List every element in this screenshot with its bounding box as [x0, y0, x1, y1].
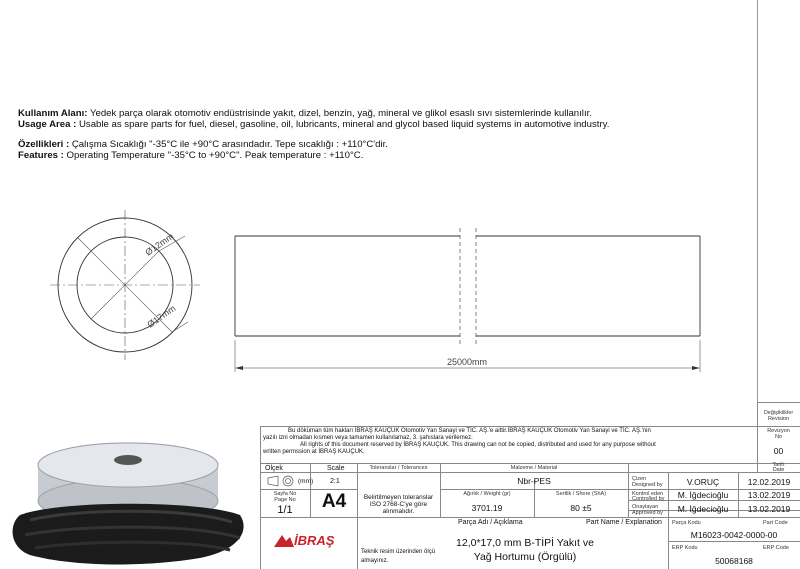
olcek-label: Ölçek	[265, 465, 283, 472]
copyright-tr: Bu döküman tüm hakları İBRAŞ KAUÇUK Otomotiv Yan Sanayi ve TİC. AŞ.'e aittir.İBRAŞ KAUÇUK Otomotiv Yan Sanayi ve TİC. AŞ.'nin	[288, 428, 651, 434]
approved-tr: Onaylayan	[632, 504, 659, 510]
controlled-date: 13.02.2019	[747, 490, 791, 500]
material-value: Nbr-PES	[517, 476, 551, 486]
usage-en: Usage Area : Usable as spare parts for fuel, diesel, gasoline, oil, lubricants, mineral and glycol based liquid systems in automotive industry.	[18, 119, 610, 130]
print-note-2: almayınız.	[361, 558, 389, 564]
part-code-value: M16023-0042-0000-00	[690, 530, 778, 540]
date-tr: Tarih	[772, 462, 785, 468]
weight-label: Ağırlık / Weight (gr)	[463, 491, 511, 497]
cross-section-view	[50, 210, 200, 360]
hardness-value: 80 ±5	[570, 503, 592, 513]
weight-value: 3701.19	[471, 503, 503, 513]
print-note-1: Teknik resim üzerinden ölçü	[361, 549, 436, 555]
approved-name: M. İğdecioğlu	[677, 504, 729, 514]
controlled-name: M. İğdecioğlu	[677, 490, 729, 500]
features-tr: Özellikleri : Çalışma Sıcaklığı "-35°C ile +90°C arasındadır. Tepe sıcaklığı : +110°C'dir.	[18, 139, 388, 150]
paper-size: A4	[321, 491, 347, 512]
page-no-label: Page No	[274, 497, 296, 503]
revision-no-tr: Revizyon	[767, 428, 790, 434]
part-name-en-label: Part Name / Explanation	[586, 519, 662, 526]
part-name-tr-label: Parça Adı / Açıklama	[458, 519, 523, 526]
revision-no-value: 00	[773, 446, 784, 456]
scale-label: Scale	[327, 465, 345, 472]
part-name-line-1: 12,0*17,0 mm B-TİPİ Yakıt ve	[456, 537, 594, 549]
unit-label: (mm)	[298, 478, 314, 485]
controlled-en: Controlled by	[632, 496, 665, 502]
designed-name: V.ORUÇ	[686, 477, 720, 487]
designed-en: Designed by	[632, 482, 663, 488]
sayfa-no-label: Sayfa No	[273, 491, 297, 497]
page-value: 1/1	[277, 504, 293, 516]
controlled-tr: Kontrol eden	[632, 491, 664, 497]
ibras-logo-icon	[272, 533, 296, 549]
side-view	[235, 228, 700, 372]
tolerance-text-1: Belirtilmeyen toleranslar	[363, 494, 434, 501]
tolerance-header: Toleranslar / Tolerances	[369, 465, 428, 471]
tolerance-text-3: alınmalıdır.	[382, 508, 415, 515]
copyright-en: All rights of this document reserved by İBRAŞ KAUÇUK. This drawing can not be copied, distributed and used for any purpose without	[300, 442, 656, 448]
date-en: Date	[772, 467, 785, 473]
revisions-header-en: Revision	[767, 416, 790, 422]
product-image	[0, 420, 258, 569]
ibras-logo-text: İBRAŞ	[294, 533, 335, 548]
copyright-tr-2: yazılı izni olmadan kısmen veya tamamen kullanılamaz, 3. şahıslara verilemez.	[263, 435, 473, 441]
scale-value: 2:1	[330, 478, 340, 485]
revisions-header-tr: Değişiklikler	[763, 410, 794, 416]
designed-date: 12.02.2019	[747, 477, 791, 487]
part-name-line-2: Yağ Hortumu (Örgülü)	[473, 551, 577, 563]
erp-code-value: 50068168	[715, 556, 753, 566]
outer-diameter-label: Ø17mm	[145, 303, 178, 330]
inner-diameter-label: Ø12mm	[143, 231, 176, 258]
usage-tr: Kullanım Alanı: Yedek parça olarak otomotiv endüstrisinde yakıt, dizel, benzin, yağ, mineral ve glikol esaslı sıvı sistemlerinde kullanılır.	[18, 108, 592, 119]
hardness-label: Sertlik / Shore (ShA)	[555, 491, 607, 497]
copyright-en-2: written permssion at İBRAŞ KAUÇUK.	[263, 449, 365, 455]
part-code-tr-label: Parça Kodu	[672, 520, 701, 526]
projection-symbol-icon	[266, 475, 296, 487]
erp-en-label: ERP Code	[763, 545, 789, 551]
erp-tr-label: ERP Kodu	[672, 545, 698, 551]
part-code-en-label: Part Code	[763, 520, 788, 526]
approved-en: Approved by	[632, 510, 663, 516]
approved-date: 13.02.2019	[747, 504, 791, 514]
material-header: Malzeme / Material	[510, 465, 558, 471]
designed-tr: Çizen	[632, 476, 647, 482]
tolerance-text-2: ISO 2768-C'ye göre	[369, 501, 428, 508]
length-label: 25000mm	[446, 357, 488, 367]
revision-no-en: No	[774, 434, 783, 440]
features-en: Features : Operating Temperature "-35°C to +90°C". Peak temperature : +110°C.	[18, 150, 364, 161]
